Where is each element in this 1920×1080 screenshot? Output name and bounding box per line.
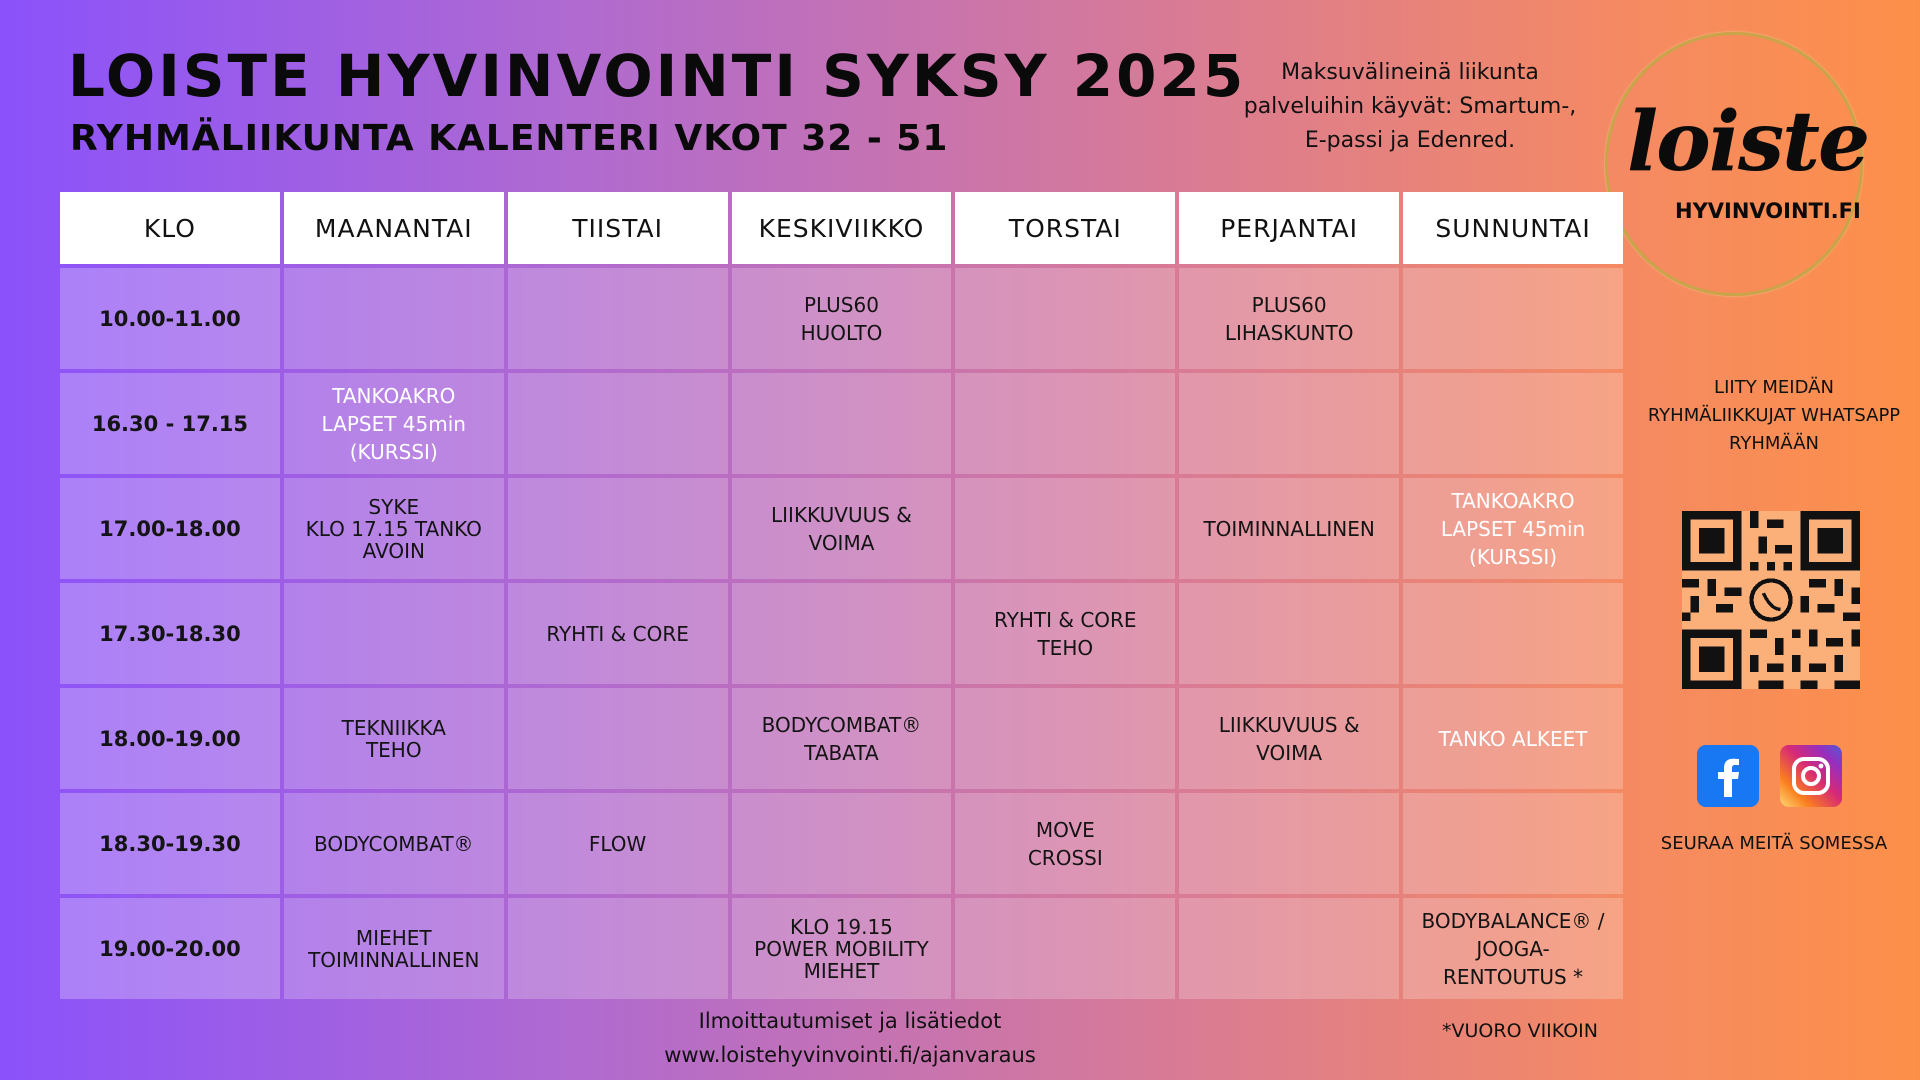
class-label: TANKOAKRO LAPSET 45min (KURSSI) bbox=[1440, 488, 1586, 569]
time-cell: 18.30-19.30 bbox=[60, 793, 280, 894]
booking-info-label: Ilmoittautumiset ja lisätiedot bbox=[698, 1009, 1002, 1033]
class-cell bbox=[1179, 898, 1399, 999]
header-maanantai: MAANANTAI bbox=[284, 192, 504, 264]
page-subtitle: RYHMÄLIIKUNTA KALENTERI VKOT 32 - 51 bbox=[70, 118, 949, 159]
page-title: LOISTE HYVINVOINTI SYKSY 2025 bbox=[68, 42, 1247, 110]
time-cell: 17.30-18.30 bbox=[60, 583, 280, 684]
class-cell bbox=[284, 793, 504, 894]
table-row bbox=[60, 898, 1623, 999]
whatsapp-qr-code[interactable] bbox=[1682, 511, 1860, 689]
class-cell bbox=[732, 898, 952, 999]
class-label: TEKNIIKKA TEHO bbox=[341, 715, 446, 762]
class-cell bbox=[955, 583, 1175, 684]
class-cell bbox=[1403, 793, 1623, 894]
class-cell bbox=[508, 373, 728, 474]
header-sunnuntai: SUNNUNTAI bbox=[1403, 192, 1623, 264]
class-cell bbox=[1403, 688, 1623, 789]
class-label: LIIKKUVUUS & VOIMA bbox=[1218, 712, 1360, 765]
class-label: MOVE CROSSI bbox=[1027, 817, 1103, 870]
class-label: BODYCOMBAT® bbox=[313, 831, 474, 856]
table-row bbox=[60, 373, 1623, 474]
class-cell bbox=[1179, 688, 1399, 789]
class-cell bbox=[284, 373, 504, 474]
time-cell: 17.00-18.00 bbox=[60, 478, 280, 579]
class-cell bbox=[955, 478, 1175, 579]
alternating-note: *VUORO VIIKOIN bbox=[1442, 1020, 1598, 1042]
class-cell bbox=[508, 478, 728, 579]
class-cell bbox=[955, 268, 1175, 369]
class-label: TANKOAKRO LAPSET 45min (KURSSI) bbox=[321, 383, 466, 464]
class-cell bbox=[732, 583, 952, 684]
facebook-icon[interactable] bbox=[1697, 745, 1759, 807]
class-cell bbox=[284, 688, 504, 789]
class-label: BODYBALANCE® / JOOGA- RENTOUTUS * bbox=[1421, 908, 1605, 989]
class-cell bbox=[508, 898, 728, 999]
header-torstai: TORSTAI bbox=[955, 192, 1175, 264]
class-label: LIIKKUVUUS & VOIMA bbox=[771, 502, 912, 555]
time-cell: 10.00-11.00 bbox=[60, 268, 280, 369]
class-cell bbox=[508, 688, 728, 789]
class-label: PLUS60 HUOLTO bbox=[800, 292, 883, 345]
class-cell bbox=[732, 478, 952, 579]
table-row bbox=[60, 688, 1623, 789]
header-keskiviikko: KESKIVIIKKO bbox=[732, 192, 952, 264]
class-cell bbox=[955, 793, 1175, 894]
header-klo: KLO bbox=[60, 192, 280, 264]
class-label: SYKE KLO 17.15 TANKO AVOIN bbox=[305, 494, 482, 563]
class-cell bbox=[284, 268, 504, 369]
class-cell bbox=[732, 793, 952, 894]
time-cell: 19.00-20.00 bbox=[60, 898, 280, 999]
table-row bbox=[60, 478, 1623, 579]
time-cell: 16.30 - 17.15 bbox=[60, 373, 280, 474]
class-cell bbox=[1179, 268, 1399, 369]
header-perjantai: PERJANTAI bbox=[1179, 192, 1399, 264]
schedule-table bbox=[56, 188, 1627, 1003]
class-cell bbox=[955, 688, 1175, 789]
class-cell bbox=[508, 268, 728, 369]
table-row bbox=[60, 583, 1623, 684]
class-cell bbox=[1179, 583, 1399, 684]
class-cell bbox=[1403, 583, 1623, 684]
instagram-icon[interactable] bbox=[1780, 745, 1842, 807]
payment-methods-note: Maksuvälineinä liikunta palveluihin käyvät: Smartum-, E-passi ja Edenred. bbox=[1243, 60, 1577, 153]
class-cell bbox=[1179, 373, 1399, 474]
class-cell bbox=[284, 478, 504, 579]
follow-us-text: SEURAA MEITÄ SOMESSA bbox=[1660, 833, 1888, 854]
class-cell bbox=[732, 373, 952, 474]
class-cell bbox=[508, 793, 728, 894]
class-cell bbox=[284, 583, 504, 684]
class-cell bbox=[955, 898, 1175, 999]
class-label: BODYCOMBAT® TABATA bbox=[761, 712, 922, 765]
time-cell: 18.00-19.00 bbox=[60, 688, 280, 789]
class-cell bbox=[955, 373, 1175, 474]
class-cell bbox=[1403, 478, 1623, 579]
class-cell bbox=[1403, 898, 1623, 999]
class-cell bbox=[732, 268, 952, 369]
class-cell bbox=[1403, 268, 1623, 369]
class-cell bbox=[284, 898, 504, 999]
class-cell bbox=[1179, 478, 1399, 579]
class-cell bbox=[1179, 793, 1399, 894]
class-cell bbox=[732, 688, 952, 789]
table-row bbox=[60, 268, 1623, 369]
class-label: TOIMINNALLINEN bbox=[1203, 516, 1375, 541]
logo-wordmark: loiste bbox=[1627, 94, 1869, 190]
header-tiistai: TIISTAI bbox=[508, 192, 728, 264]
class-label: PLUS60 LIHASKUNTO bbox=[1224, 292, 1354, 345]
table-row bbox=[60, 793, 1623, 894]
class-label: KLO 19.15 POWER MOBILITY MIEHET bbox=[754, 914, 929, 983]
class-cell bbox=[508, 583, 728, 684]
loiste-logo[interactable] bbox=[1605, 32, 1869, 297]
class-label: MIEHET TOIMINNALLINEN bbox=[308, 925, 480, 972]
schedule-header-row bbox=[60, 192, 1623, 264]
class-label: TANKO ALKEET bbox=[1438, 726, 1588, 751]
class-label: FLOW bbox=[588, 831, 647, 856]
class-label: RYHTI & CORE TEHO bbox=[994, 607, 1137, 660]
whatsapp-invite-text: LIITY MEIDÄN RYHMÄLIIKKUJAT WHATSAPP RYHMÄÄN bbox=[1647, 377, 1901, 454]
class-label: RYHTI & CORE bbox=[546, 621, 689, 646]
class-cell bbox=[1403, 373, 1623, 474]
booking-url-link[interactable]: www.loistehyvinvointi.fi/ajanvaraus bbox=[664, 1043, 1036, 1067]
booking-footer bbox=[600, 1004, 1100, 1072]
logo-domain: HYVINVOINTI.FI bbox=[1675, 199, 1861, 223]
